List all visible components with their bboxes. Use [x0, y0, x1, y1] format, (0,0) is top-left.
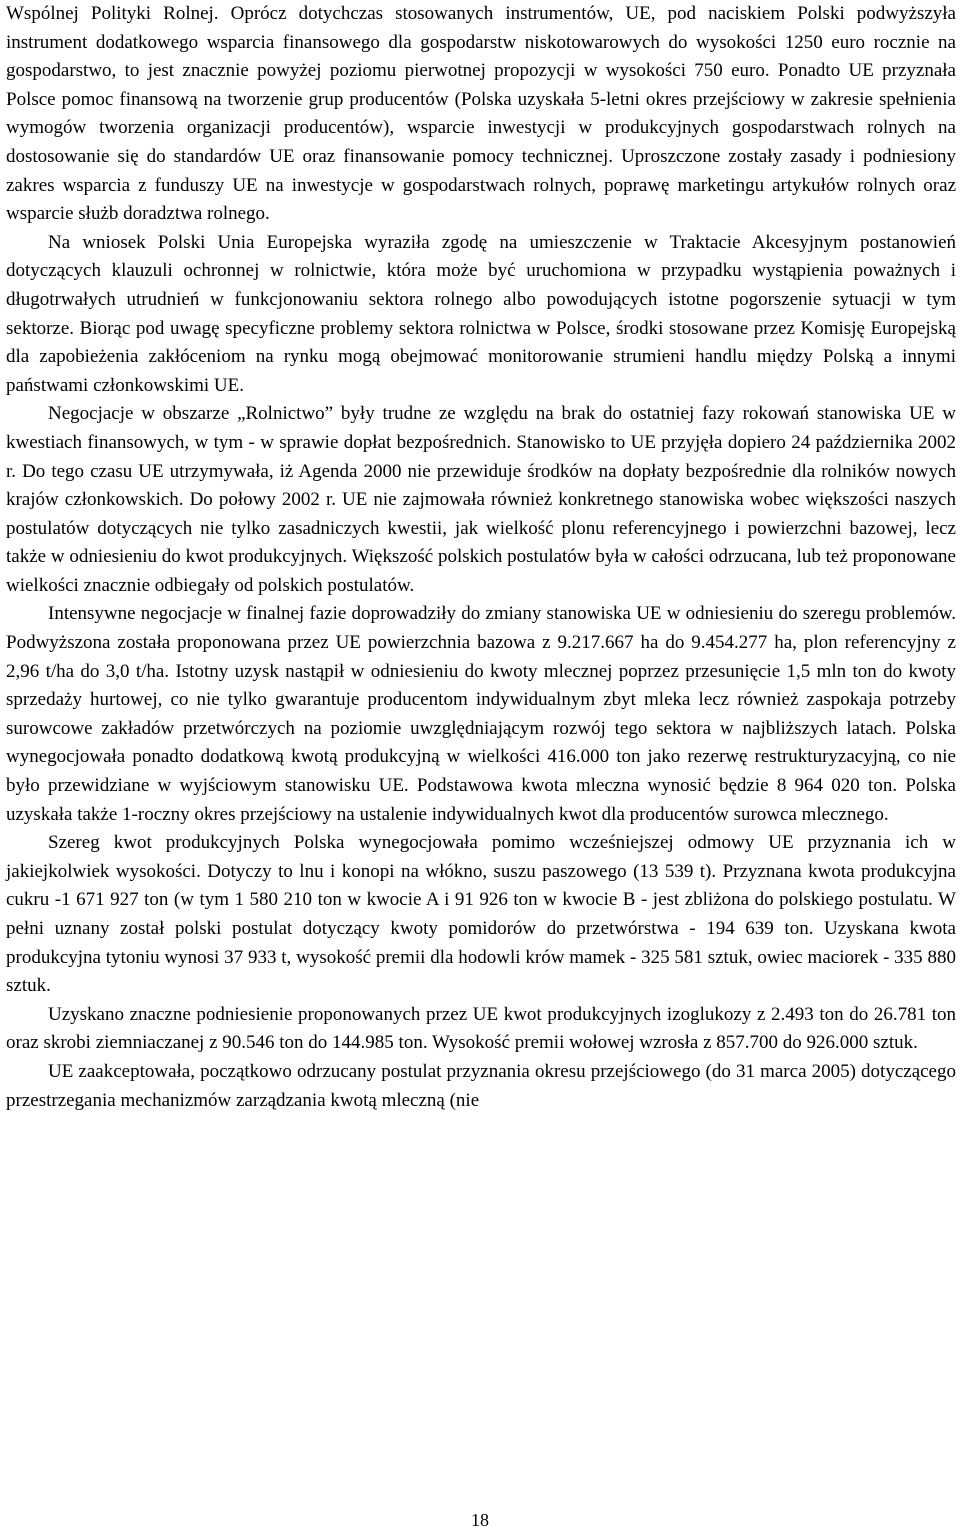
paragraph-continuation: Wspólnej Polityki Rolnej. Oprócz dotychczas stosowanych instrumentów, UE, pod naciskiem Polski podwyższyła instrument dodatkowego wsparcia finansowego dla gospodarstw niskotowarowych do wysokości 1250 euro rocznie na gospodarstwo, to jest znacznie powyżej poziomu pierwotnej propozycji w wysokości 750 euro. Ponadto UE przyznała Polsce pomoc finansową na tworzenie grup producentów (Polska uzyskała 5-letni okres przejściowy w zakresie spełnienia wymogów tworzenia organizacji producentów), wsparcie inwestycji w produkcyjnych gospodarstwach rolnych na dostosowanie się do standardów UE oraz finansowanie pomocy technicznej. Uproszczone zostały zasady i podniesiony zakres wsparcia z funduszy UE na inwestycje w gospodarstwach rolnych, poprawę marketingu artykułów rolnych oraz wsparcie służb doradztwa rolnego. — [6, 3, 956, 225]
paragraph-final-phase: Intensywne negocjacje w finalnej fazie doprowadziły do zmiany stanowiska UE w odniesieniu do szeregu problemów. Podwyższona została proponowana przez UE powierzchnia bazowa z 9.217.667 ha do 9.454.277 ha, plon referencyjny z 2,96 t/ha do 3,0 t/ha. Istotny uzysk nastąpił w odniesieniu do kwoty mlecznej poprzez przesunięcie 1,5 mln ton do kwoty sprzedaży hurtowej, co nie tylko gwarantuje producentom indywidualnym zbyt mleka lecz również zaspokaja potrzeby surowcowe zakładów przetwórczych na poziomie uwzględniającym rozwój tego sektora w najbliższych latach. Polska wynegocjowała ponadto dodatkową kwotą produkcyjną w wielkości 416.000 ton jako rezerwę restrukturyzacyjną, co nie było przewidziane w wyjściowym stanowisku UE. Podstawowa kwota mleczna wynosić będzie 8 964 020 ton. Polska uzyskała także 1-roczny okres przejściowy na ustalenie indywidualnych kwot dla producentów surowca mlecznego. — [6, 603, 956, 825]
paragraph-transition-period: UE zaakceptowała, początkowo odrzucany postulat przyznania okresu przejściowego (do 31 marca 2005) dotyczącego przestrzegania mechanizmów zarządzania kwotą mleczną (nie — [6, 1060, 956, 1111]
paragraph-production-quotas: Szereg kwot produkcyjnych Polska wynegocjowała pomimo wcześniejszej odmowy UE przyznania ich w jakiejkolwiek wysokości. Dotyczy to lnu i konopi na włókno, suszu paszowego (13 539 t). Przyznana kwota produkcyjna cukru -1 671 927 ton (w tym 1 580 210 ton w kwocie A i 91 926 ton w kwocie B - jest zbliżona do polskiego postulatu. W pełni uznany został polski postulat dotyczący kwoty pomidorów do przetwórstwa - 194 639 ton. Uzyskana kwota produkcyjna tytoniu wynosi 37 933 t, wysokość premii dla hodowli krów mamek - 325 581 sztuk, owiec maciorek - 335 880 sztuk. — [6, 832, 956, 997]
paragraph-safeguard-clause: Na wniosek Polski Unia Europejska wyraziła zgodę na umieszczenie w Traktacie Akcesyjnym postanowień dotyczących klauzuli ochronnej w rolnictwie, która może być uruchomiona w przypadku wystąpienia poważnych i długotrwałych utrudnień w funkcjonowaniu sektora rolnego albo powodujących istotne pogorszenie sytuacji w tym sektorze. Biorąc pod uwagę specyficzne problemy sektora rolnictwa w Polsce, środki stosowane przez Komisję Europejską dla zapobieżenia zakłóceniom na rynku mogą obejmować monitorowanie strumieni handlu między Polską a innymi państwami członkowskimi UE. — [6, 231, 956, 396]
document-page — [6, 0, 956, 1115]
paragraph-isoglucose: Uzyskano znaczne podniesienie proponowanych przez UE kwot produkcyjnych izoglukozy z 2.493 ton do 26.781 ton oraz skrobi ziemniaczanej z 90.546 ton do 144.985 ton. Wysokość premii wołowej wzrosła z 857.700 do 926.000 sztuk. — [6, 1003, 956, 1054]
paragraph-negotiations: Negocjacje w obszarze „Rolnictwo” były trudne ze względu na brak do ostatniej fazy rokowań stanowiska UE w kwestiach finansowych, w tym - w sprawie dopłat bezpośrednich. Stanowisko to UE przyjęła dopiero 24 października 2002 r. Do tego czasu UE utrzymywała, iż Agenda 2000 nie przewiduje środków na dopłaty bezpośrednie dla rolników nowych krajów członkowskich. Do połowy 2002 r. UE nie zajmowała również konkretnego stanowiska wobec większości naszych postulatów dotyczących nie tylko zasadniczych kwestii, jak wielkość plonu referencyjnego i powierzchni bazowej, lecz także w odniesieniu do kwot produkcyjnych. Większość polskich postulatów była w całości odrzucana, lub też proponowane wielkości znacznie odbiegały od polskich postulatów. — [6, 403, 956, 596]
page-number: 18 — [471, 1510, 489, 1530]
